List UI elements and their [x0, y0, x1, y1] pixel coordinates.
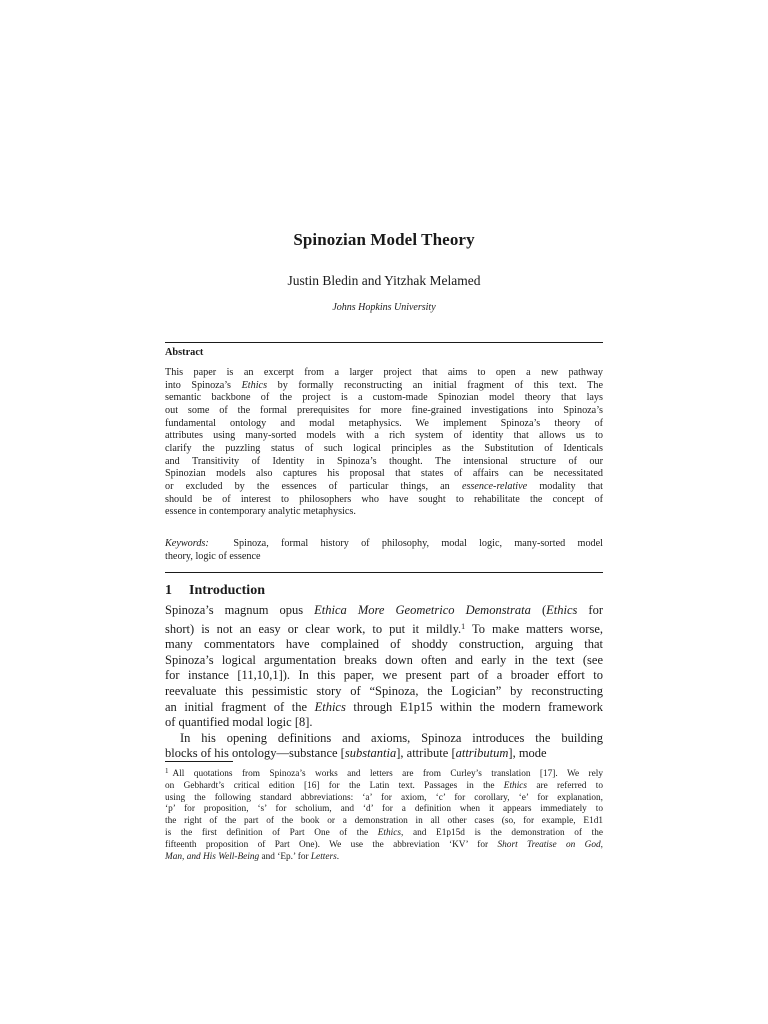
text-line: using the following standard abbreviations: ‘a’ for axiom, ‘c’ for corollary, ‘e’ for explanation, [165, 792, 603, 803]
text-line: $^1$ All quotations from Spinoza’s works and letters are from Curley’s translation [17]. We rely [165, 767, 603, 779]
text-line: fifteenth proposition of Part One). We use the abbreviation ‘KV’ for Short Treatise on God, [165, 839, 603, 850]
introduction-body [165, 603, 603, 762]
abstract-heading: Abstract [165, 347, 204, 358]
text-line: an initial fragment of the Ethics through E1p15 within the modern framework [165, 699, 603, 714]
author-affiliation: Johns Hopkins University [332, 302, 436, 313]
text-line: should be of interest to philosophers who have sought to rehabilitate the concept of [165, 493, 603, 505]
text-line: is the first definition of Part One of the Ethics, and E1p15d is the demonstration of the [165, 827, 603, 838]
keywords-line: theory, logic of essence [165, 550, 261, 562]
text-line: into Spinoza’s Ethics by formally reconstructing an initial fragment of this text. The [165, 379, 603, 391]
abstract-bottom-rule [165, 572, 603, 573]
keywords-line [165, 538, 603, 551]
text-line: or excluded by the essences of particular things, an essence-relative modality that [165, 480, 603, 492]
text-line: In his opening definitions and axioms, Spinoza introduces the building [180, 730, 603, 745]
text-line: short) is not an easy or clear work, to put it mildly.$^1$ To make matters worse, [165, 621, 603, 636]
text-line: This paper is an excerpt from a larger project that aims to open a new pathway [165, 367, 603, 378]
text-line: many commentators have complained of shoddy construction, arguing that [165, 637, 603, 652]
text-line: Man, and His Well-Being and ‘Ep.’ for Letters. [165, 851, 340, 862]
text-line: Spinoza’s logical argumentation breaks down often and early in the text (see [165, 652, 603, 667]
text-line: the right of the part of the book or a demonstration in all other cases (so, for example, E1d1 [165, 816, 603, 827]
footnote-rule [165, 761, 233, 762]
text-line: Spinozian models also captures his proposal that states of affairs can be necessitated [165, 468, 603, 480]
paper-title: Spinozian Model Theory [293, 230, 475, 249]
text-line: of quantified modal logic [8]. [165, 715, 313, 730]
text-line: fundamental ontology and modal metaphysics. We implement Spinoza’s theory of [165, 417, 603, 429]
text-line: reevaluate this pessimistic story of “Spinoza, the Logician” by reconstructing [165, 683, 603, 698]
text-line: out some of the formal prerequisites for more fine-grained investigations into Spinoza’s [165, 404, 603, 416]
text-line: on Gebhardt’s critical edition [16] for the Latin text. Passages in the Ethics are referred to [165, 780, 604, 791]
keywords-text: Spinoza, formal history of philosophy, modal logic, many-sorted model [233, 538, 604, 549]
keywords [165, 538, 603, 563]
text-line: blocks of his ontology—substance [substantia], attribute [attributum], mode [165, 746, 547, 761]
text-line: semantic backbone of the project is a custom-made Spinozian model theory that lays [165, 392, 603, 404]
paper-authors: Justin Bledin and Yitzhak Melamed [287, 273, 481, 288]
text-line: clarify the puzzling status of such logical principles as the Substitution of Identicals [165, 442, 603, 454]
text-line: Spinoza’s magnum opus Ethica More Geometrico Demonstrata (Ethics for [165, 603, 603, 617]
section-number: 1 [165, 583, 172, 598]
abstract-top-rule [165, 342, 603, 343]
text-line: attributes using many-sorted models with a rich system of identity that allows us to [165, 430, 603, 442]
keywords-label: Keywords: [165, 538, 209, 549]
text-line: ‘p’ for proposition, ‘s’ for scholium, and ‘d’ for a definition when it appears immediately to [165, 804, 603, 815]
footnote [165, 766, 603, 863]
text-line: essence in contemporary analytic metaphysics. [165, 506, 356, 518]
footnote-mark: 1 [165, 767, 169, 775]
section-title: Introduction [189, 583, 265, 598]
footnote-reference[interactable]: 1 [461, 621, 466, 631]
section-heading [165, 583, 265, 599]
text-line: for instance [11,10,1]). In this paper, we present part of a broader effort to [165, 668, 603, 683]
abstract-body [165, 367, 603, 519]
text-line: and Transitivity of Identity in Spinoza’s thought. The intensional structure of our [165, 455, 603, 467]
